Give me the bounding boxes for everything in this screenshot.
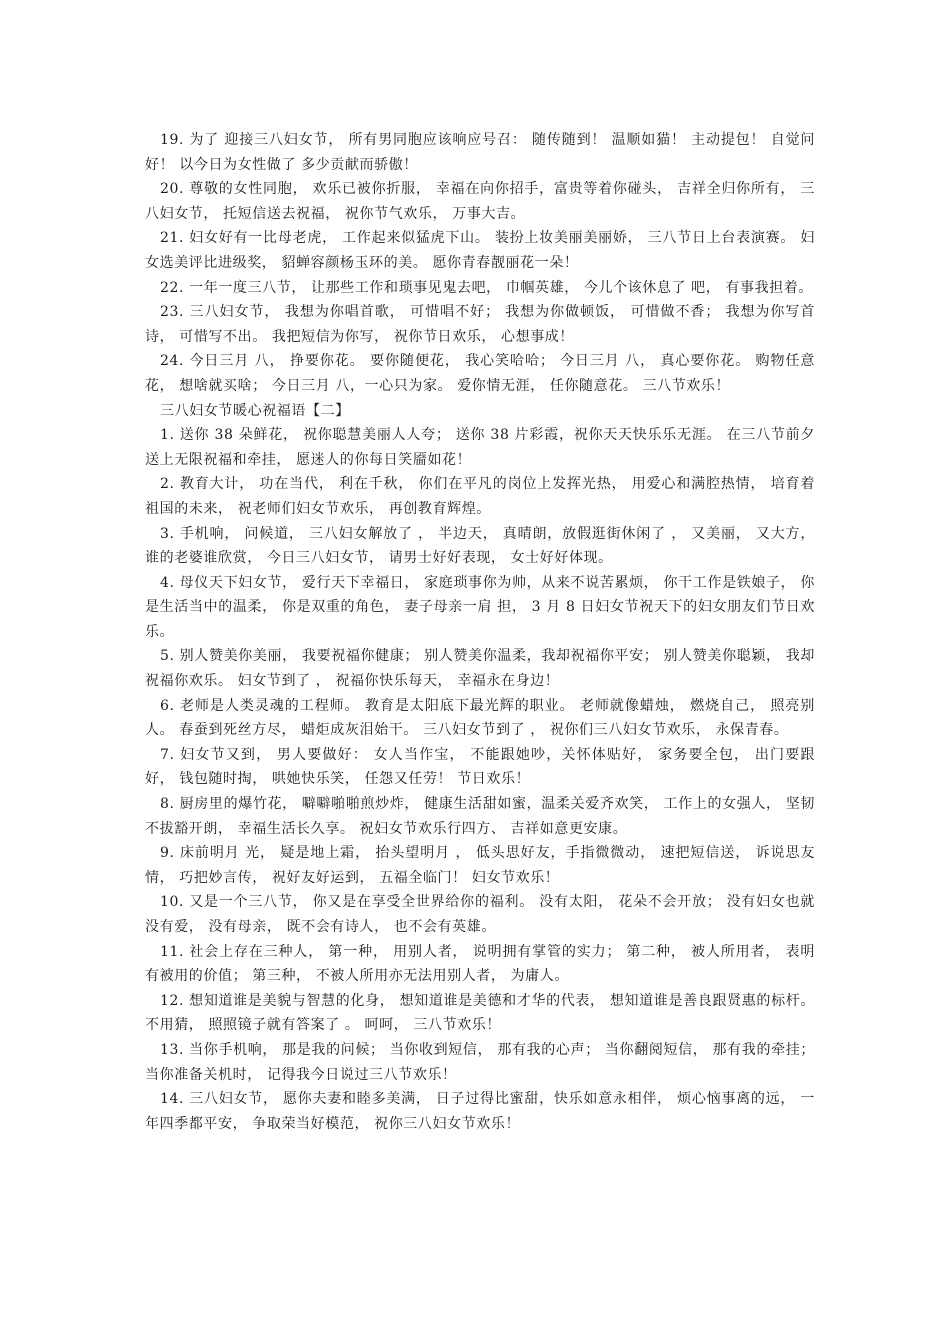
section-paragraph-14: 14. 三八妇女节， 愿你夫妻和睦多美满， 日子过得比蜜甜，快乐如意永相伴， 烦心恼事离的远， 一年四季都平安， 争取荣当好模范， 祝你三八妇女节欢乐！ (145, 1091, 815, 1132)
section-paragraph-12: 12. 想知道谁是美貌与智慧的化身， 想知道谁是美德和才华的代表， 想知道谁是善良跟贤惠的标杆。 不用猜， 照照镜子就有答案了 。 呵呵， 三八节欢乐！ (145, 992, 815, 1034)
section-paragraph-8: 8. 厨房里的爆竹花， 噼噼啪啪煎炒炸， 健康生活甜如蜜，温柔关爱齐欢笑， 工作上的女强人， 坚韧不拔豁开朗， 幸福生活长久享。 祝妇女节欢乐行四方、 吉祥如意更安康。 (145, 796, 815, 837)
section-paragraph-3: 3. 手机响， 问候道， 三八妇女解放了 ， 半边天， 真晴朗，放假逛街休闲了 ， 又美丽， 又大方， 谁的老婆谁欣赏， 今日三八妇女节， 请男士好好表现， 女士好好体现。 (145, 525, 815, 567)
section-paragraph-11: 11. 社会上存在三种人， 第一种， 用别人者， 说明拥有掌管的实力； 第二种， 被人所用者， 表明有被用的价值； 第三种， 不被人所用亦无法用别人者， 为庸人。 (145, 943, 815, 985)
paragraph-22: 22. 一年一度三八节， 让那些工作和琐事见鬼去吧， 巾帼英雄， 今儿个该休息了 吧， 有事我担着。 (160, 279, 813, 296)
section-paragraph-2: 2. 教育大计， 功在当代， 利在千秋， 你们在平凡的岗位上发挥光热， 用爱心和满腔热情， 培育着祖国的未来， 祝老师们妇女节欢乐， 再创教育辉煌。 (145, 476, 815, 517)
section-paragraph-6: 6. 老师是人类灵魂的工程师。 教育是太阳底下最光辉的职业。 老师就像蜡烛， 燃烧自己， 照亮别人。 春蚕到死丝方尽， 蜡炬成灰泪始干。 三八妇女节到了 ， 祝你们三八妇女节欢乐， 永保青春。 (145, 697, 815, 739)
paragraph-24: 24. 今日三月 八， 挣要你花。 要你随便花， 我心笑哈哈； 今日三月 八， 真心要你花。 购物任意花， 想啥就买啥； 今日三月 八，一心只为家。 爱你情无涯， 任你随意花。 三八节欢乐！ (145, 353, 815, 394)
section-paragraph-13: 13. 当你手机响， 那是我的问候； 当你收到短信， 那有我的心声； 当你翻阅短信， 那有我的牵挂； 当你准备关机时， 记得我今日说过三八节欢乐！ (145, 1041, 815, 1083)
section-paragraph-5: 5. 别人赞美你美丽， 我要祝福你健康； 别人赞美你温柔，我却祝福你平安； 别人赞美你聪颖， 我却祝福你欢乐。 妇女节到了 ， 祝福你快乐每天， 幸福永在身边！ (145, 648, 815, 690)
paragraph-21: 21. 妇女好有一比母老虎， 工作起来似猛虎下山。 装扮上妆美丽美丽娇， 三八节日上台表演赛。 妇女选美评比进级奖， 貂蝉容颜杨玉环的美。 愿你青春靓丽花一朵！ (145, 230, 815, 271)
section-heading: 三八妇女节暖心祝福语【二】 (160, 402, 350, 419)
section-paragraph-7: 7. 妇女节又到， 男人要做好： 女人当作宝， 不能跟她吵，关怀体贴好， 家务要全包， 出门要跟好， 钱包随时掏， 哄她快乐笑， 任怨又任劳！ 节日欢乐！ (145, 746, 815, 788)
paragraph-19: 19. 为了 迎接三八妇女节， 所有男同胞应该响应号召： 随传随到！ 温顺如猫！ 主动提包！ 自觉问好！ 以今日为女性做了 多少贡献而骄傲！ (145, 132, 815, 173)
section-paragraph-10: 10. 又是一个三八节， 你又是在享受全世界给你的福利。 没有太阳， 花朵不会开放； 没有妇女也就没有爱， 没有母亲， 既不会有诗人， 也不会有英雄。 (145, 894, 815, 935)
paragraph-20: 20. 尊敬的女性同胞， 欢乐已被你折服， 幸福在向你招手，富贵等着你碰头， 吉祥全归你所有， 三八妇女节， 托短信送去祝福， 祝你节气欢乐， 万事大吉。 (145, 181, 815, 222)
paragraph-23: 23. 三八妇女节， 我想为你唱首歌， 可惜唱不好； 我想为你做顿饭， 可惜做不香； 我想为你写首诗， 可惜写不出。 我把短信为你写， 祝你节日欢乐， 心想事成！ (145, 304, 815, 345)
section-paragraph-4: 4. 母仪天下妇女节， 爱行天下幸福日， 家庭琐事你为帅，从来不说苦累烦， 你干工作是铁娘子， 你是生活当中的温柔， 你是双重的角色， 妻子母亲一肩 担， 3 月 8 日妇女节祝天下的妇女朋友们节日欢乐。 (145, 574, 815, 640)
section-paragraph-9: 9. 床前明月 光， 疑是地上霜， 抬头望明月 ， 低头思好友，手指微微动， 速把短信送， 诉说思友情， 巧把妙言传， 祝好友好运到， 五福全临门！ 妇女节欢乐！ (145, 845, 815, 886)
section-paragraph-1: 1. 送你 38 朵鲜花， 祝你聪慧美丽人人夸； 送你 38 片彩霞，祝你天天快乐乐无涯。 在三八节前夕送上无限祝福和牵挂， 愿迷人的你每日笑靥如花！ (145, 427, 815, 468)
